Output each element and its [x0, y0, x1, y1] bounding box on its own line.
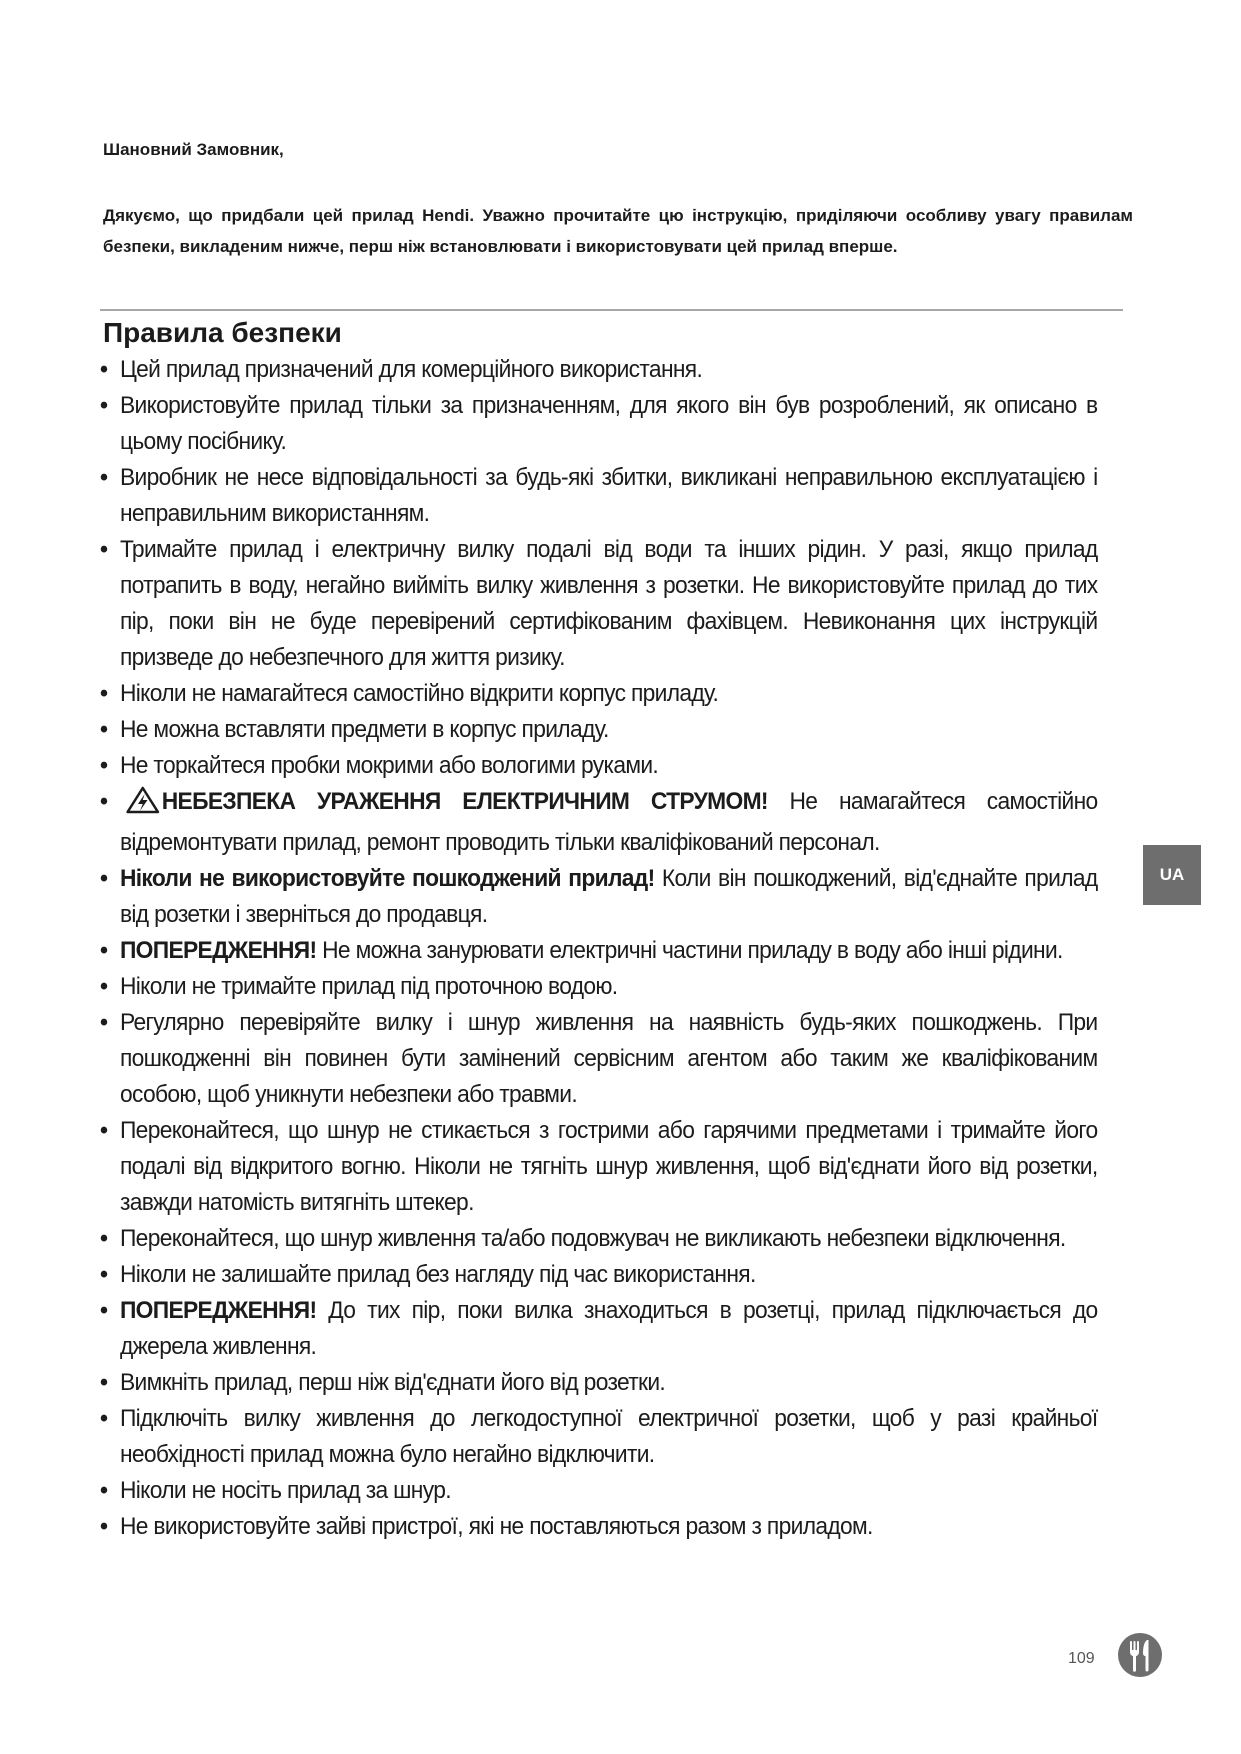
bullet: • — [100, 1261, 108, 1288]
list-item — [100, 1509, 1098, 1545]
list-item — [100, 969, 1098, 1005]
bullet: • — [100, 788, 108, 815]
list-item — [100, 712, 1098, 748]
language-tab: UA — [1143, 845, 1201, 905]
item-text: Ніколи не залишайте прилад без нагляду під час використання. — [119, 1261, 756, 1288]
bullet: • — [100, 1369, 108, 1396]
item-text: Не намагайтеся самостійно відремонтувати прилад, ремонт проводить тільки кваліфікований персонал. — [119, 788, 1098, 856]
list-item — [100, 460, 1098, 532]
list-item — [100, 1365, 1098, 1401]
item-emphasis: Ніколи не використовуйте пошкоджений прилад! — [119, 865, 655, 892]
list-item — [100, 748, 1098, 784]
bullet: • — [100, 464, 108, 491]
list-item — [100, 676, 1098, 712]
item-text: Ніколи не намагайтеся самостійно відкрити корпус приладу. — [119, 680, 719, 707]
greeting: Шановний Замовник, — [103, 140, 284, 159]
list-item — [100, 532, 1098, 676]
item-text: Переконайтеся, що шнур не стикається з гострими або гарячими предметами і тримайте його подалі від відкритого вогню. Ніколи не тягніть шнур живлення, щоб від'єднати його від розетки, завжди натомість витягніть штекер. — [119, 1117, 1098, 1216]
bullet: • — [100, 680, 108, 707]
page-number: 109 — [1068, 1650, 1095, 1667]
item-text: Регулярно перевіряйте вилку і шнур живлення на наявність будь-яких пошкоджень. При пошкодженні він повинен бути замінений сервісним агентом або таким же кваліфікованим особою, щоб уникнути небезпеки або травми. — [119, 1009, 1098, 1108]
list-item — [100, 1473, 1098, 1509]
item-text: Не можна вставляти предмети в корпус приладу. — [119, 716, 609, 743]
safety-rules-list — [100, 352, 1150, 1545]
list-item — [100, 1293, 1098, 1365]
list-item — [100, 1221, 1098, 1257]
item-text: Підключіть вилку живлення до легкодоступної електричної розетки, щоб у разі крайньої необхідності прилад можна було негайно відключити. — [119, 1405, 1098, 1468]
bullet: • — [100, 752, 108, 779]
list-item — [100, 1005, 1098, 1113]
cutlery-logo-icon — [1117, 1632, 1163, 1678]
item-text: Ніколи не носіть прилад за шнур. — [119, 1477, 451, 1504]
item-text: Не торкайтеся пробки мокрими або вологими руками. — [119, 752, 659, 779]
bullet: • — [100, 536, 108, 563]
bullet: • — [100, 1009, 108, 1036]
item-text: Тримайте прилад і електричну вилку подалі від води та інших рідин. У разі, якщо прилад потрапить в воду, негайно вийміть вилку живлення з розетки. Не використовуйте прилад до тих пір, поки він не буде перевірений сертифікованим фахівцем. Невиконання цих інструкцій призведе до небезпечного для життя ризику. — [119, 536, 1098, 671]
bullet: • — [100, 1513, 108, 1540]
bullet: • — [100, 392, 108, 419]
list-item — [100, 784, 1098, 861]
list-item — [100, 388, 1098, 460]
section-title: Правила безпеки — [103, 317, 342, 348]
bullet: • — [100, 1297, 108, 1324]
list-item — [100, 1257, 1098, 1293]
bullet: • — [100, 865, 108, 892]
item-text: Цей прилад призначений для комерційного використання. — [119, 356, 703, 383]
item-emphasis: ПОПЕРЕДЖЕННЯ! — [119, 937, 317, 964]
item-text: Використовуйте прилад тільки за призначенням, для якого він був розроблений, як описано в цьому посібнику. — [119, 392, 1098, 455]
bullet: • — [100, 1477, 108, 1504]
item-text: Коли він пошкоджений, від'єднайте прилад від розетки і зверніться до продавця. — [119, 865, 1098, 928]
item-text: Виробник не несе відповідальності за будь-які збитки, викликані неправильною експлуатацією і неправильним використанням. — [119, 464, 1098, 527]
list-item — [100, 861, 1098, 933]
item-emphasis: НЕБЕЗПЕКА УРАЖЕННЯ ЕЛЕКТРИЧНИМ СТРУМОМ! — [161, 788, 768, 815]
bullet: • — [100, 937, 108, 964]
bullet: • — [100, 1405, 108, 1432]
bullet: • — [100, 973, 108, 1000]
electric-hazard-warning-icon — [126, 786, 160, 825]
list-item — [100, 352, 1098, 388]
item-emphasis: ПОПЕРЕДЖЕННЯ! — [119, 1297, 317, 1324]
bullet: • — [100, 1225, 108, 1252]
item-text: Не використовуйте зайві пристрої, які не поставляються разом з приладом. — [119, 1513, 873, 1540]
divider — [100, 309, 1123, 311]
list-item — [100, 933, 1098, 969]
list-item — [100, 1113, 1098, 1221]
bullet: • — [100, 716, 108, 743]
item-text: До тих пір, поки вилка знаходиться в розетці, прилад підключається до джерела живлення. — [119, 1297, 1098, 1360]
item-text: Переконайтеся, що шнур живлення та/або подовжувач не викликають небезпеки відключення. — [119, 1225, 1066, 1252]
list-item — [100, 1401, 1098, 1473]
bullet: • — [100, 1117, 108, 1144]
item-text: Ніколи не тримайте прилад під проточною водою. — [119, 973, 618, 1000]
item-text: Вимкніть прилад, перш ніж від'єднати його від розетки. — [119, 1369, 666, 1396]
item-text: Не можна занурювати електричні частини приладу в воду або інші рідини. — [322, 937, 1063, 964]
intro-paragraph: Дякуємо, що придбали цей прилад Hendi. Уважно прочитайте цю інструкцію, приділяючи особливу увагу правилам безпеки, викладеним нижче, перш ніж встановлювати і використовувати цей прилад вперше. — [103, 206, 1133, 256]
bullet: • — [100, 356, 108, 383]
